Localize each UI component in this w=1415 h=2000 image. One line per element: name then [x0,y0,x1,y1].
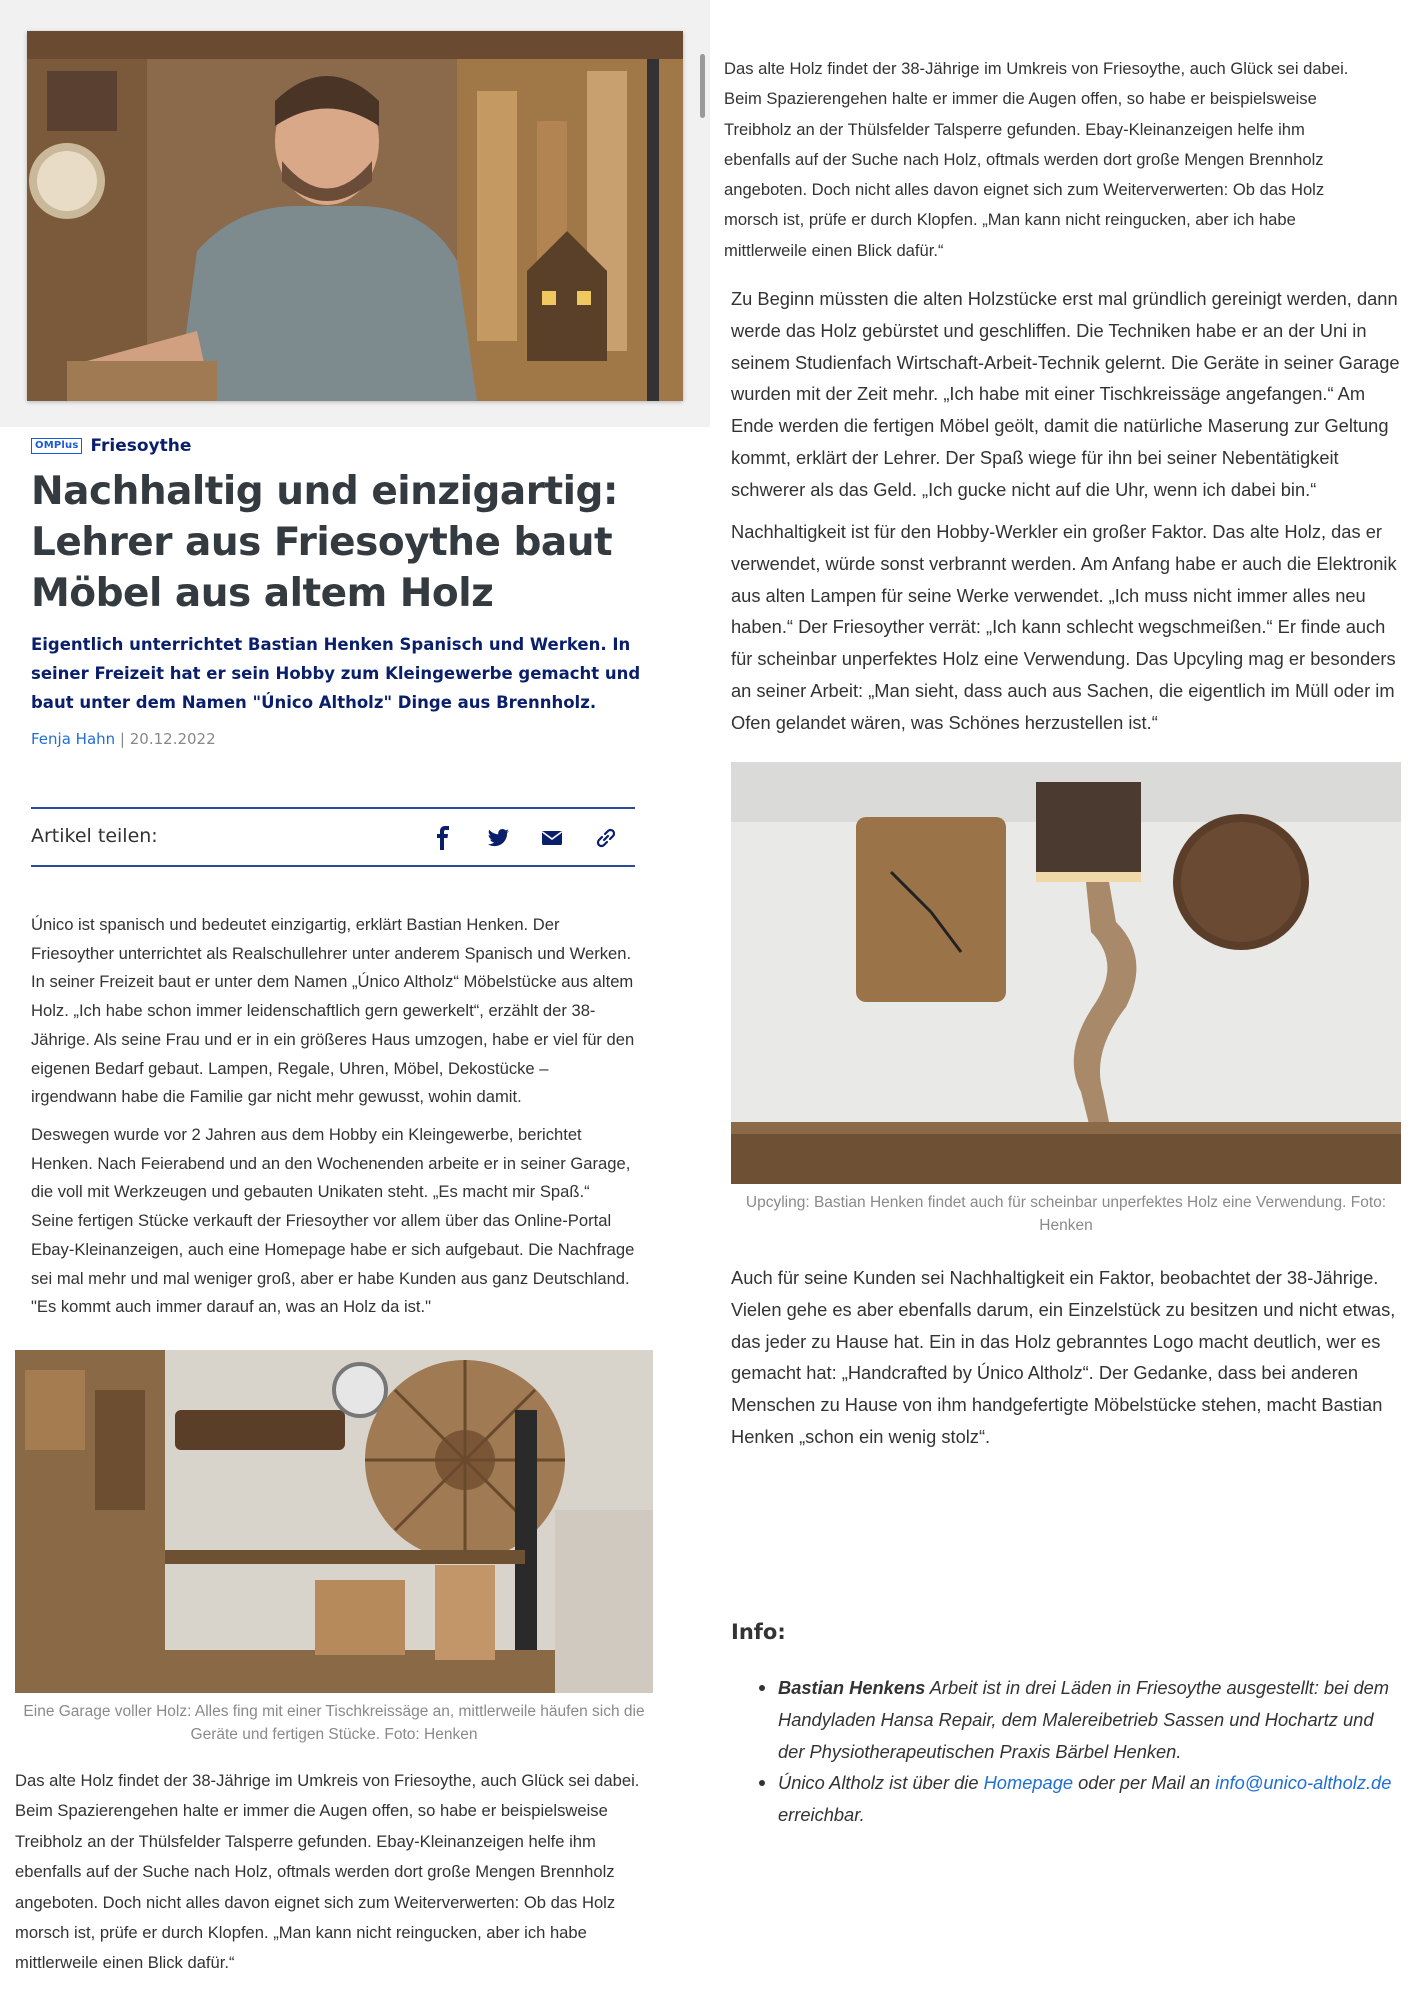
publish-date: 20.12.2022 [129,730,216,748]
facebook-icon[interactable] [429,823,459,853]
share-label: Artikel teilen: [31,825,158,847]
homepage-link[interactable]: Homepage [983,1772,1074,1794]
info-list [778,1672,1398,1831]
info-item-2-suffix: erreichbar. [778,1804,865,1826]
info-title: Info: [731,1620,786,1644]
share-bar [31,807,635,867]
hero-photo [27,31,683,401]
info-item-2-middle: oder per Mail an [1073,1772,1216,1794]
garage-photo [15,1350,653,1693]
author-link[interactable]: Fenja Hahn [31,730,116,748]
body-paragraph-4: Das alte Holz findet der 38-Jährige im Umkreis von Friesoythe, auch Glück sei dabei. Beim Spazierengehen halte er immer die Augen offen, so habe er beispielsweise Treibholz an der Thülsfelder Talsperre gefunden. Ebay-Kleinanzeigen helfe ihm ebenfalls auf der Suche nach Holz, oftmals werden dort große Mengen Brennholz angeboten. Doch nicht alles davon eignet sich zum Weiterverwerten: Ob das Holz morsch ist, prüfe er durch Klopfen. „Man kann nicht reingucken, aber ich habe mittlerweile einen Blick dafür.“ [724,59,1349,260]
ressort-link[interactable]: Friesoythe [90,436,192,456]
lamp-photo-caption: Upcyling: Bastian Henken findet auch für scheinbar unperfektes Holz eine Verwendung. Foto: Henken [745,1194,1387,1234]
byline-separator: | [115,730,130,748]
scrollbar-thumb[interactable] [700,54,705,118]
email-link[interactable]: info@unico-altholz.de [1215,1772,1392,1794]
byline [31,727,216,751]
body-paragraph-3: Das alte Holz findet der 38-Jährige im Umkreis von Friesoythe, auch Glück sei dabei. Beim Spazierengehen halte er immer die Augen offen, so habe er beispielsweise Treibholz an der Thülsfelder Talsperre gefunden. Ebay-Kleinanzeigen helfe ihm ebenfalls auf der Suche nach Holz, oftmals werden dort große Mengen Brennholz angeboten. Doch nicht alles davon eignet sich zum Weiterverwerten: Ob das Holz morsch ist, prüfe er durch Klopfen. „Man kann nicht reingucken, aber ich habe mittlerweile einen Blick dafür.“ [15,1771,640,1973]
kicker [31,434,191,458]
body-paragraph-2: Deswegen wurde vor 2 Jahren aus dem Hobby ein Kleingewerbe, berichtet Henken. Nach Feierabend und an den Wochenenden arbeite er in seiner Garage, die voll mit Werkzeugen und gebauten Unikaten steht. „Es macht mir Spaß.“ Seine fertigen Stücke verkauft der Friesoyther vor allem über das Online-Portal Ebay-Kleinanzeigen, auch eine Homepage habe er sich aufgebaut. Die Nachfrage sei mal mehr und mal weniger groß, aber er habe Kunden aus ganz Deutschland. "Es kommt auch immer darauf an, was an Holz da ist." [31,1125,635,1317]
lamp-photo [731,762,1401,1184]
omplus-badge: OMPlus [31,438,82,454]
twitter-icon[interactable] [483,823,513,853]
link-icon[interactable] [591,823,621,853]
info-item-exhibitions [778,1672,1398,1767]
article-headline: Nachhaltig und einzigartig: Lehrer aus Friesoythe baut Möbel aus altem Holz [31,469,618,616]
share-icons [429,823,621,853]
info-item-contact [778,1767,1398,1831]
body-paragraph-6: Nachhaltigkeit ist für den Hobby-Werkler ein großer Faktor. Das alte Holz, das er verwendet, würde sonst verbrannt werden. Am Anfang habe er auch die Elektronik aus alten Lampen für seine Werke verwendet. „Ich muss nicht immer alles neu haben.“ Der Friesoyther verrät: „Ich kann schlecht wegschmeißen.“ Er finde auch für scheinbar unperfektes Holz eine Verwendung. Das Upcyling mag er besonders an seiner Arbeit: „Man sieht, dass auch aus Sachen, die eigentlich im Müll oder im Ofen gelandet wären, was Schönes herzustellen ist.“ [731,521,1397,733]
body-paragraph-7: Auch für seine Kunden sei Nachhaltigkeit ein Faktor, beobachtet der 38-Jährige. Vielen gehe es aber ebenfalls darum, ein Einzelstück zu besitzen und nicht etwas, das jeder zu Hause hat. Ein in das Holz gebranntes Logo macht deutlich, wer es gemacht hat: „Handcrafted by Único Altholz“. Der Gedanke, dass bei anderen Menschen zu Hause von ihm handgefertigte Möbelstücke stehen, macht Bastian Henken „schon ein wenig stolz“. [731,1267,1396,1447]
article-teaser: Eigentlich unterrichtet Bastian Henken Spanisch und Werken. In seiner Freizeit hat er sein Hobby zum Kleingewerbe gemacht und baut unter dem Namen "Único Altholz" Dinge aus Brennholz. [31,635,641,712]
info-item-1-text: Arbeit ist in drei Läden in Friesoythe ausgestellt: bei dem Handyladen Hansa Repair, dem Malereibetrieb Sassen und Hochartz und der Physiotherapeutischen Praxis Bärbel Henken. [778,1677,1390,1762]
body-paragraph-1: Único ist spanisch und bedeutet einzigartig, erklärt Bastian Henken. Der Friesoyther unterrichtet als Realschullehrer unter anderem Spanisch und Werken. In seiner Freizeit baut er unter dem Namen „Único Altholz“ Möbelstücke aus altem Holz. „Ich habe schon immer leidenschaftlich gern gewerkelt“, erzählt der 38-Jährige. Als seine Frau und er in ein größeres Haus umzogen, habe er viel für den eigenen Bedarf gebaut. Lampen, Regale, Uhren, Möbel, Dekostücke – irgendwann habe die Familie gar nicht mehr gewusst, wohin damit. [31,915,635,1107]
mail-icon[interactable] [537,823,567,853]
garage-photo-caption: Eine Garage voller Holz: Alles fing mit einer Tischkreissäge an, mittlerweile häufen sich die Geräte und fertigen Stücke. Foto: Henken [23,1703,645,1743]
body-paragraph-5: Zu Beginn müssten die alten Holzstücke erst mal gründlich gereinigt werden, dann werde das Holz gebürstet und geschliffen. Die Techniken habe er an der Uni in seinem Studienfach Wirtschaft-Arbeit-Technik gelernt. Die Geräte in seiner Garage wurden mit der Zeit mehr. „Ich habe mit einer Tischkreissäge angefangen.“ Am Ende werden die fertigen Möbel geölt, damit die natürliche Maserung zur Geltung kommt, erklärt der Lehrer. Der Spaß wiege für ihn bei seiner Nebentätigkeit schwerer als das Geld. „Ich gucke nicht auf die Uhr, wenn ich dabei bin.“ [731,288,1400,500]
info-name: Bastian Henkens [778,1677,926,1698]
info-item-2-prefix: Único Altholz ist über die [778,1772,984,1794]
